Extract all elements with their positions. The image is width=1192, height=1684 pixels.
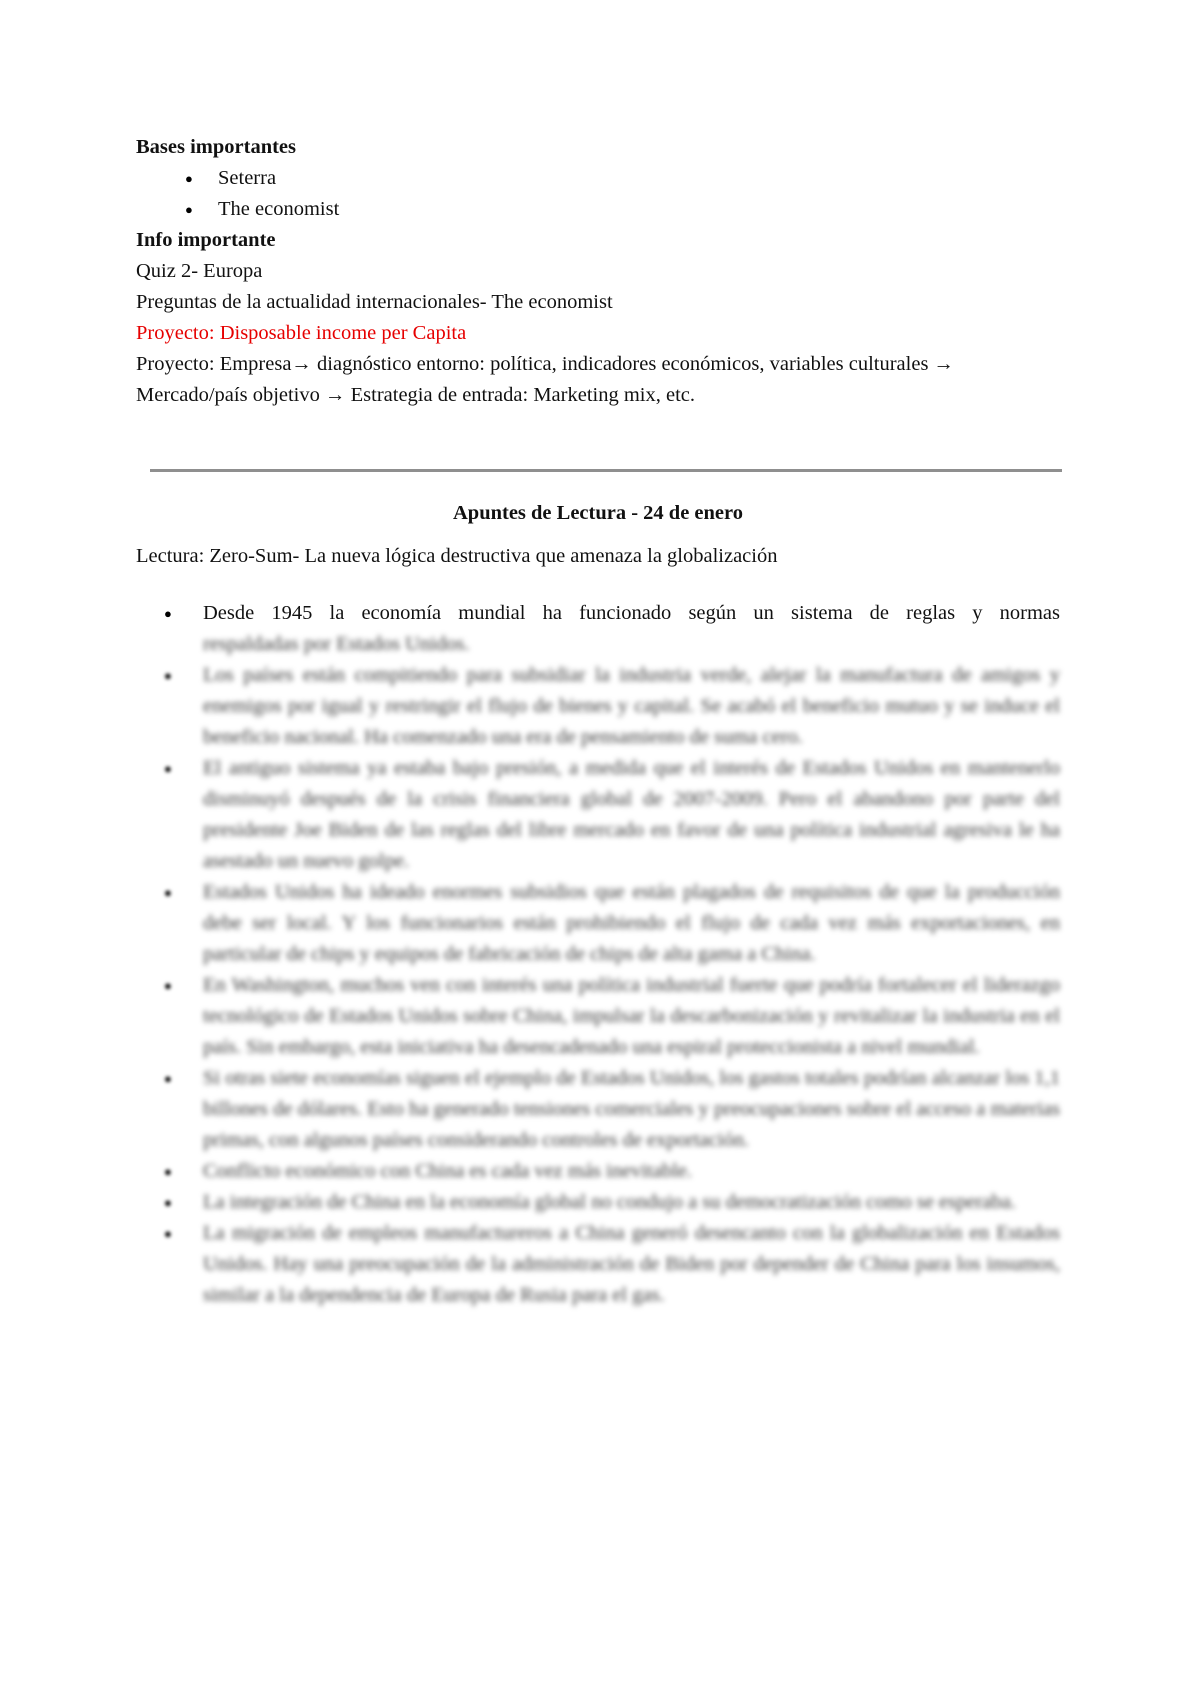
list-item-text bbox=[203, 598, 1060, 660]
bullet-icon: ● bbox=[185, 171, 193, 186]
blurred-paragraph: Los países están compitiendo para subsidiar la industria verde, alejar la manufactura de amigos y enemigos por igual y restringir el flujo de bienes y capital. Se acabó el beneficio mutuo y se induce el beneficio nacional. Ha comenzado una era de pensamiento de suma cero. bbox=[203, 664, 1060, 748]
bullet-icon: ● bbox=[164, 761, 172, 776]
bullet-icon: ● bbox=[164, 606, 172, 621]
line-preguntas: Preguntas de la actualidad internacionales- The economist bbox=[136, 291, 613, 313]
list-item bbox=[136, 1218, 1060, 1311]
list-item bbox=[136, 753, 1060, 877]
blurred-paragraph: Si otras siete economías siguen el ejemplo de Estados Unidos, los gastos totales podrían alcanzar los 1,1 billones de dólares. Esto ha generado tensiones comerciales y preocupaciones sobre el acceso a materias primas, con algunos países considerando controles de exportación. bbox=[203, 1067, 1060, 1151]
list-item bbox=[136, 598, 1060, 660]
list-item bbox=[136, 970, 1060, 1063]
blurred-paragraph: En Washington, muchos ven con interés una política industrial fuerte que podría fortalecer el liderazgo tecnológico de Estados Unidos sobre China, impulsar la descarbonización y revitalizar la industria en el país. Sin embargo, esta iniciativa ha desencadenado una espiral proteccionista a nivel mundial. bbox=[203, 974, 1060, 1058]
line-proyecto-empresa: Proyecto: Empresa→ diagnóstico entorno: política, indicadores económicos, variables culturales → Mercado/país objetivo → Estrategia de entrada: Marketing mix, etc. bbox=[136, 353, 955, 406]
bullet-icon: ● bbox=[164, 1195, 172, 1210]
line-quiz: Quiz 2- Europa bbox=[136, 260, 263, 282]
blurred-paragraph: La integración de China en la economía global no condujo a su democratización como se esperaba. bbox=[203, 1191, 1016, 1213]
blurred-paragraph: El antiguo sistema ya estaba bajo presión, a medida que el interés de Estados Unidos en mantenerlo disminuyó después de la crisis financiera global de 2007-2009. Pero el abandono por parte del presidente Joe Biden de las reglas del libre mercado en favor de una política industrial agresiva le ha asestado un nuevo golpe. bbox=[203, 757, 1060, 872]
list-item-seterra bbox=[136, 163, 1060, 194]
list-item-label: Seterra bbox=[218, 167, 277, 189]
bullet-icon: ● bbox=[164, 1164, 172, 1179]
clear-text-line: Desde 1945 la economía mundial ha funcionado según un sistema de reglas y normas bbox=[203, 602, 1060, 624]
line-proyecto-red: Proyecto: Disposable income per Capita bbox=[136, 322, 467, 344]
bullet-icon: ● bbox=[185, 202, 193, 217]
bullet-icon: ● bbox=[164, 1226, 172, 1241]
list-item bbox=[136, 660, 1060, 753]
bullet-icon: ● bbox=[164, 1071, 172, 1086]
bullet-icon: ● bbox=[164, 885, 172, 900]
blurred-paragraph: Conflicto económico con China es cada vez más inevitable. bbox=[203, 1160, 692, 1182]
heading-bases-importantes: Bases importantes bbox=[136, 136, 297, 158]
blurred-paragraph: Estados Unidos ha ideado enormes subsidios que están plagados de requisitos de que la producción debe ser local. Y los funcionarios están prohibiendo el flujo de cada vez más exportaciones, en particular de chips y equipos de fabricación de chips de alta gama a China. bbox=[203, 881, 1060, 965]
list-item-label: The economist bbox=[218, 198, 340, 220]
lecture-lead: Lectura: Zero-Sum- La nueva lógica destructiva que amenaza la globalización bbox=[136, 545, 778, 567]
bullet-icon: ● bbox=[164, 978, 172, 993]
list-item bbox=[136, 1187, 1060, 1218]
horizontal-rule bbox=[150, 469, 1062, 472]
reading-notes-list bbox=[136, 598, 1060, 1311]
heading-info-importante: Info importante bbox=[136, 229, 276, 251]
list-item bbox=[136, 1063, 1060, 1156]
section-title: Apuntes de Lectura - 24 de enero bbox=[452, 502, 743, 524]
document-page bbox=[136, 132, 1060, 1311]
bullet-icon: ● bbox=[164, 668, 172, 683]
blurred-text-line: respaldadas por Estados Unidos. bbox=[203, 633, 470, 655]
list-item bbox=[136, 877, 1060, 970]
list-item bbox=[136, 1156, 1060, 1187]
blurred-paragraph: La migración de empleos manufactureros a China generó desencanto con la globalización en Estados Unidos. Hay una preocupación de la administración de Biden por depender de China para los insumos, similar a la dependencia de Europa de Rusia para el gas. bbox=[203, 1222, 1060, 1306]
list-item-the-economist bbox=[136, 194, 1060, 225]
